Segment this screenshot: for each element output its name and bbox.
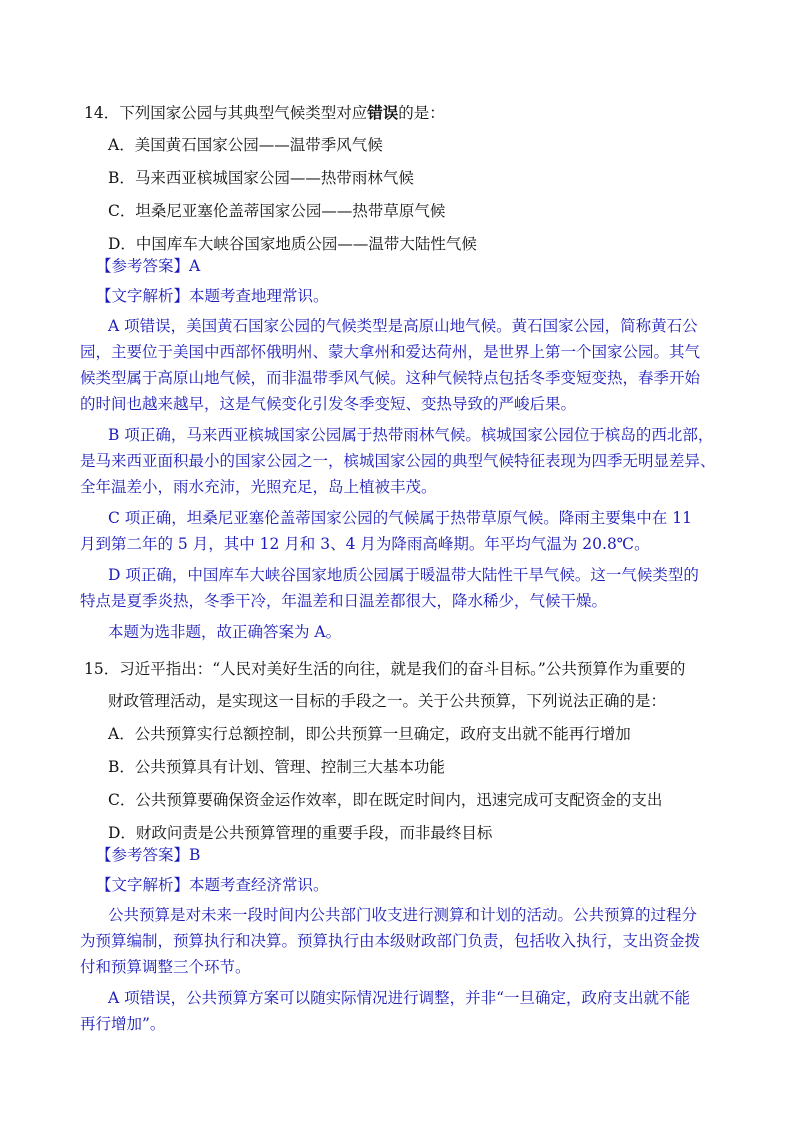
q14-para-a-line-3: 候类型属于高原山地气候，而非温带季风气候。这种气候特点包括冬季变短变热，春季开始 [80,369,701,387]
q15-para-a-line-1: A 项错误，公共预算方案可以随实际情况进行调整，并非“一旦确定，政府支出就不能 [108,989,691,1007]
q15-stem-line-1: 15．习近平指出：“人民对美好生活的向往，就是我们的奋斗目标。”公共预算作为重要的 [84,660,686,678]
q15-option-c: C．公共预算要确保资金运作效率，即在既定时间内，迅速完成可支配资金的支出 [108,791,663,809]
q14-option-a: A．美国黄石国家公园——温带季风气候 [108,136,383,154]
q15-option-d: D．财政问责是公共预算管理的重要手段，而非最终目标 [108,824,493,842]
q15-option-a: A．公共预算实行总额控制，即公共预算一旦确定，政府支出就不能再行增加 [108,725,631,743]
q14-para-d-line-1: D 项正确，中国库车大峡谷国家地质公园属于暖温带大陆性干旱气候。这一气候类型的 [108,566,699,584]
q14-para-b-line-1: B 项正确，马来西亚槟城国家公园属于热带雨林气候。槟城国家公园位于槟岛的西北部， [108,426,714,444]
q14-para-c-line-2: 月到第二年的 5 月，其中 12 月和 3、4 月为降雨高峰期。年平均气温为 20.8℃。 [80,535,650,553]
q14-stem-text: 14．下列国家公园与其典型气候类型对应 [84,104,368,122]
q14-para-c-line-1: C 项正确，坦桑尼亚塞伦盖蒂国家公园的气候属于热带草原气候。降雨主要集中在 11 [108,509,692,527]
q14-stem-tail: 的是： [398,104,445,122]
q14-answer: 【参考答案】A [96,257,201,275]
q14-para-a-line-4: 的时间也越来越早，这是气候变化引发冬季变短、变热导致的严峻后果。 [80,395,577,413]
q15-intro-line-3: 付和预算调整三个环节。 [80,958,251,976]
q15-intro-line-2: 为预算编制，预算执行和决算。预算执行由本级财政部门负责，包括收入执行，支出资金拨 [80,932,701,950]
q15-answer: 【参考答案】B [96,846,201,864]
q14-stem [84,103,445,123]
q14-option-d: D．中国库车大峡谷国家地质公园——温带大陆性气候 [108,235,477,253]
q15-analysis-title: 【文字解析】本题考查经济常识。 [96,876,329,894]
q15-stem-line-2: 财政管理活动，是实现这一目标的手段之一。关于公共预算，下列说法正确的是： [108,692,667,710]
q14-para-b-line-3: 全年温差小，雨水充沛，光照充足，岛上植被丰茂。 [80,478,437,496]
q14-conclusion: 本题为选非题，故正确答案为 A。 [108,623,342,641]
q14-stem-bold: 错误 [367,103,399,122]
q14-para-b-line-2: 是马来西亚面积最小的国家公园之一，槟城国家公园的典型气候特征表现为四季无明显差异、 [80,452,716,470]
q14-para-a-line-2: 园，主要位于美国中西部怀俄明州、蒙大拿州和爱达荷州，是世界上第一个国家公园。其气 [80,343,701,361]
q14-para-a-line-1: A 项错误，美国黄石国家公园的气候类型是高原山地气候。黄石国家公园，简称黄石公 [108,317,698,335]
q14-option-c: C．坦桑尼亚塞伦盖蒂国家公园——热带草原气候 [108,202,446,220]
q15-para-a-line-2: 再行增加”。 [80,1015,166,1033]
q15-intro-line-1: 公共预算是对未来一段时间内公共部门收支进行测算和计划的活动。公共预算的过程分 [108,906,698,924]
q14-para-d-line-2: 特点是夏季炎热，冬季干冷，年温差和日温差都很大，降水稀少，气候干燥。 [80,592,608,610]
q14-analysis-title: 【文字解析】本题考查地理常识。 [96,287,329,305]
q15-option-b: B．公共预算具有计划、管理、控制三大基本功能 [108,758,445,776]
q14-option-b: B．马来西亚槟城国家公园——热带雨林气候 [108,169,414,187]
